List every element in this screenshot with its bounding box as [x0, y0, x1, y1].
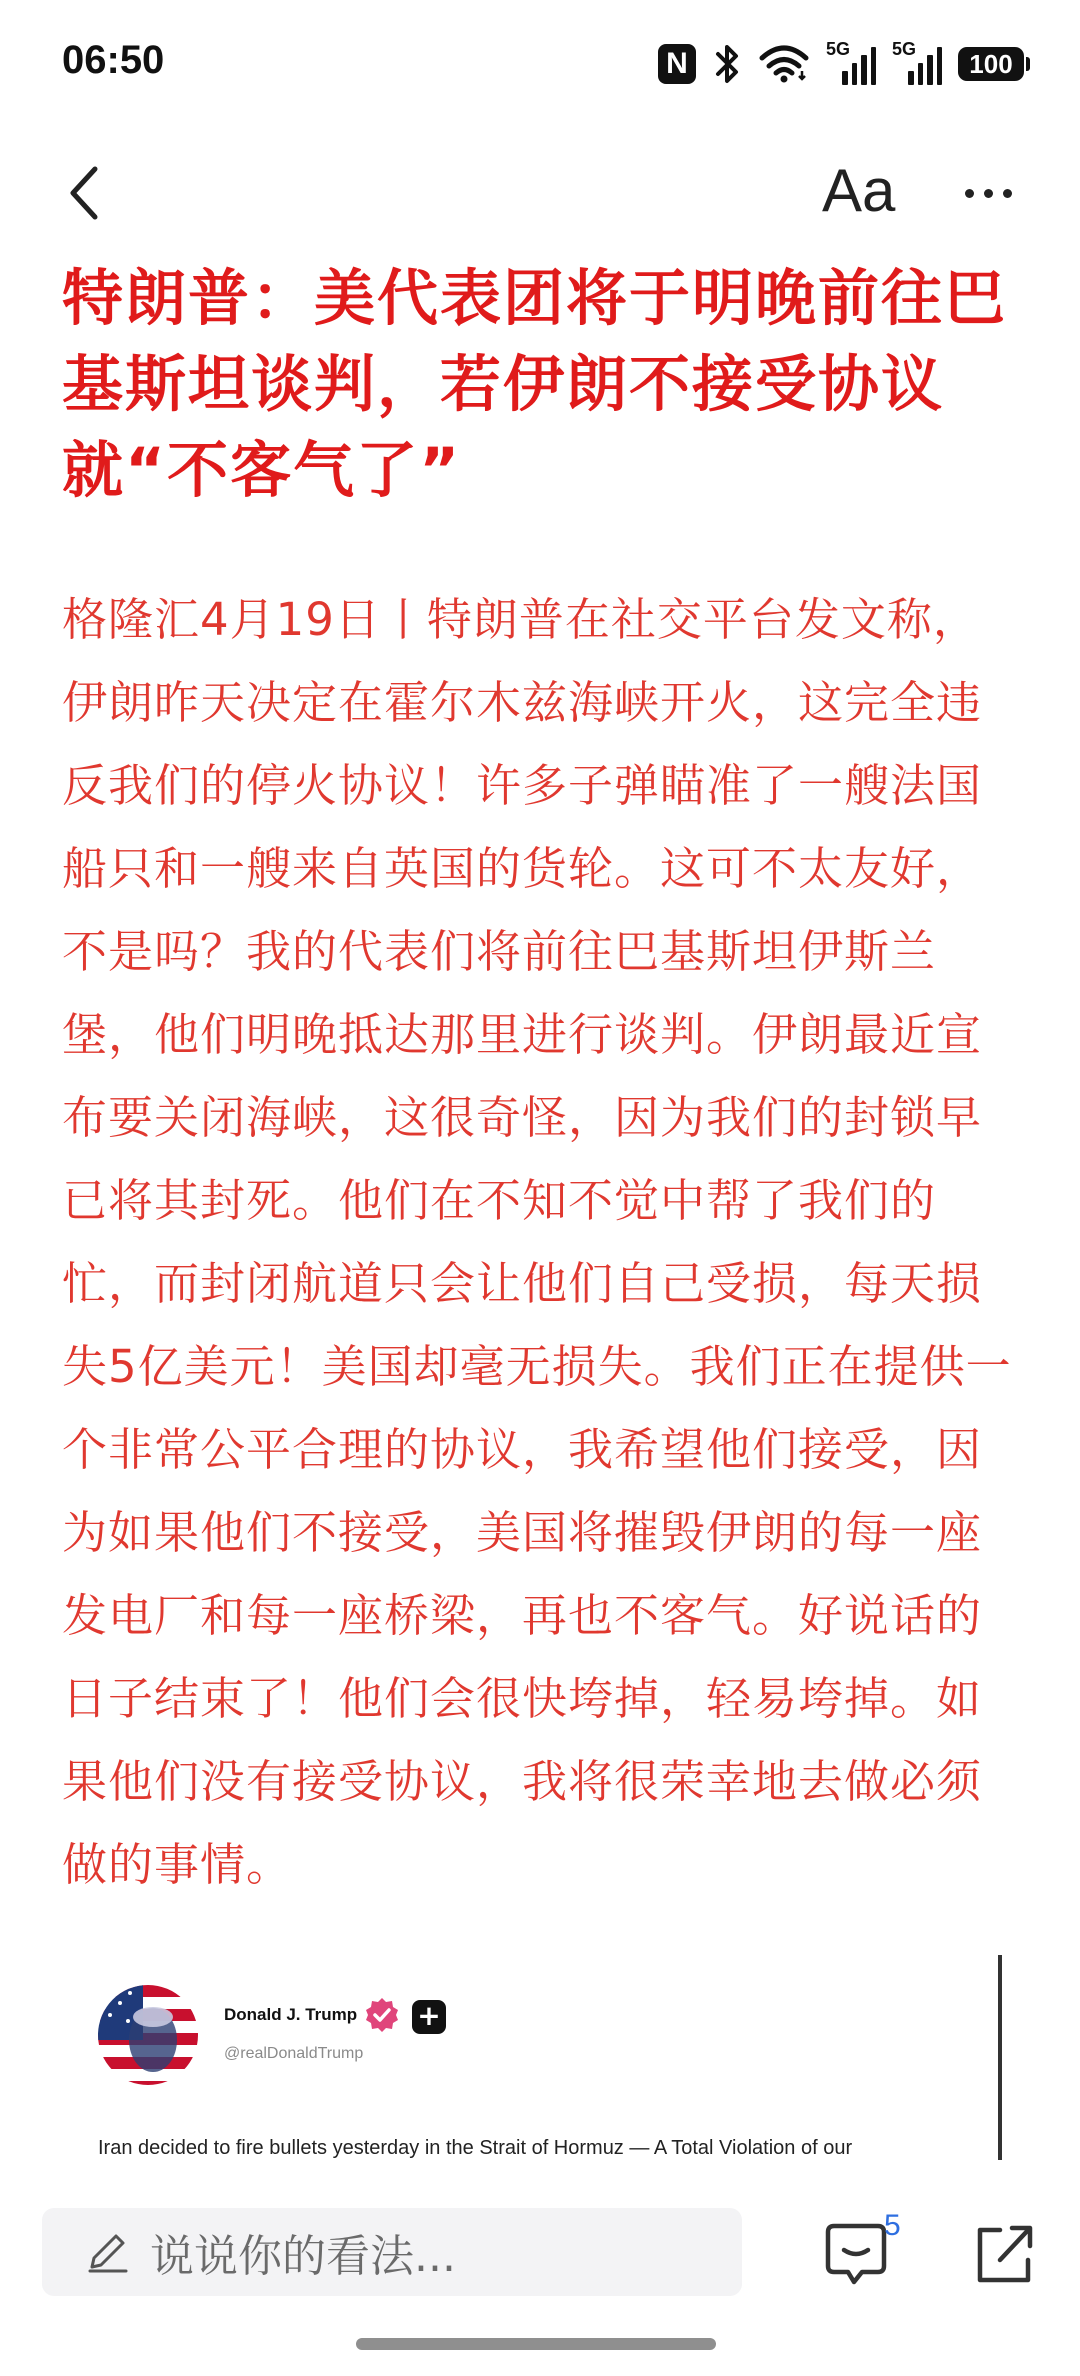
bluetooth-icon: [712, 42, 742, 86]
verified-badge-icon: [364, 1997, 400, 2033]
more-dot: [1003, 189, 1012, 198]
back-button[interactable]: [55, 150, 115, 236]
embedded-post-text: Iran decided to fire bullets yesterday in the Strait of Hormuz — A Total Violation of our: [98, 2137, 853, 2159]
avatar: [98, 1985, 198, 2085]
signal-label: 5G: [892, 39, 917, 59]
chevron-left-icon: [65, 163, 105, 223]
author-handle: @realDonaldTrump: [224, 2045, 364, 2062]
signal-icon-sim2: [892, 39, 942, 85]
battery-icon: [958, 47, 1030, 81]
font-size-button[interactable]: Aa: [822, 157, 896, 224]
nfc-icon: N: [658, 44, 696, 84]
more-dot: [965, 189, 974, 198]
wifi-icon: [758, 44, 810, 84]
signal-label: 5G: [826, 39, 851, 59]
author-name: Donald J. Trump: [224, 2005, 358, 2024]
comment-input[interactable]: [42, 2208, 742, 2296]
article-title: 特朗普：美代表团将于明晚前往巴基斯坦谈判，若伊朗不接受协议就“不客气了”: [62, 263, 1008, 506]
share-icon[interactable]: [970, 2220, 1038, 2288]
embedded-post[interactable]: [62, 1955, 1022, 2165]
more-dot: [984, 189, 993, 198]
status-icons: [658, 40, 1030, 88]
home-indicator[interactable]: [356, 2338, 716, 2350]
comment-count-badge: 5: [884, 2209, 901, 2242]
signal-icon-sim1: [826, 39, 876, 85]
bottom-bar: [0, 2185, 1080, 2305]
embed-scrollbar[interactable]: [998, 1955, 1002, 2160]
nav-bar: [0, 150, 1080, 236]
article-body: 格隆汇4月19日丨特朗普在社交平台发文称，伊朗昨天决定在霍尔木兹海峡开火，这完全违反我们的停火协议！许多子弹瞄准了一艘法国船只和一艘来自英国的货轮。这可不太友好，不是吗？我的代表们将前往巴基斯坦伊斯兰堡，他们明晚抵达那里进行谈判。伊朗最近宣布要关闭海峡，这很奇怪，因为我们的封锁早已将其封死。他们在不知不觉中帮了我们的忙，而封闭航道只会让他们自己受损，每天损失5亿美元！美国却毫无损失。我们正在提供一个非常公平合理的协议，我希望他们接受，因为如果他们不接受，美国将摧毁伊朗的每一座发电厂和每一座桥梁，再也不客气。好说话的日子结束了！他们会很快垮掉，轻易垮掉。如果他们没有接受协议，我将很荣幸地去做必须做的事情。: [62, 593, 1012, 1891]
more-button[interactable]: [958, 150, 1018, 236]
status-bar: [0, 0, 1080, 130]
status-time: 06:50: [62, 38, 165, 82]
battery-level: 100: [958, 47, 1024, 81]
follow-plus-icon[interactable]: +: [412, 2000, 446, 2034]
pencil-icon: [82, 2227, 132, 2277]
comment-icon[interactable]: [820, 2220, 892, 2292]
comment-placeholder: 说说你的看法...: [150, 2231, 456, 2282]
